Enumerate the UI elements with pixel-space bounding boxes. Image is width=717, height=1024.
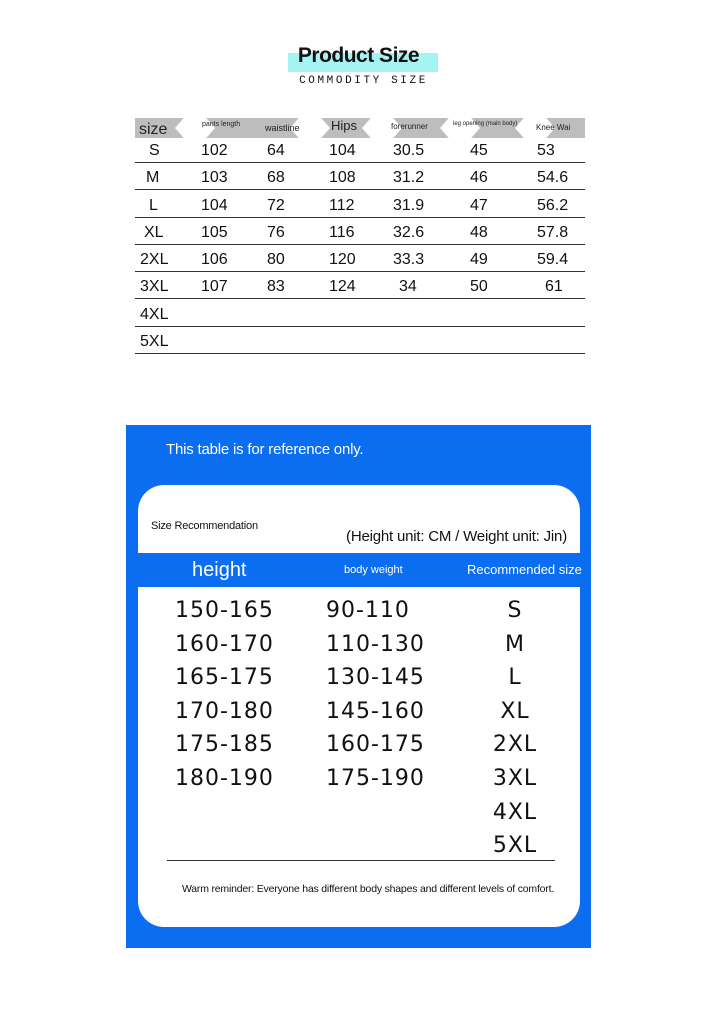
table-cell: 106 <box>201 251 228 269</box>
size-value: 3XL <box>492 765 538 791</box>
table-cell: 46 <box>470 169 488 187</box>
size-value: M <box>505 631 525 657</box>
table-row <box>135 272 585 299</box>
size-recommendation-panel <box>126 425 591 948</box>
list-item <box>126 833 591 867</box>
list-item <box>126 766 591 800</box>
size-cell: L <box>149 196 158 214</box>
size-cell: 2XL <box>140 251 169 269</box>
table-cell: 32.6 <box>393 223 425 241</box>
weight-value: 145-160 <box>326 698 425 724</box>
table-cell: 31.9 <box>393 196 425 214</box>
warm-reminder: Warm reminder: Everyone has different body shapes and different levels of comfort. <box>181 883 555 895</box>
table-cell: 59.4 <box>537 251 569 269</box>
size-cell: S <box>149 142 160 159</box>
table-cell: 102 <box>201 142 228 159</box>
table-cell: 120 <box>329 251 356 269</box>
size-value: 2XL <box>492 732 538 758</box>
title-wrap <box>0 44 717 68</box>
weight-value: 130-145 <box>326 665 425 691</box>
table-cell: 105 <box>201 223 228 241</box>
size-cell: XL <box>144 223 164 241</box>
size-value: L <box>508 665 522 691</box>
table-cell: 31.2 <box>393 169 425 187</box>
reference-note: This table is for reference only. <box>166 441 364 458</box>
weight-value: 160-175 <box>326 732 425 758</box>
table-cell: 56.2 <box>537 196 569 214</box>
height-value: 165-175 <box>175 665 274 691</box>
table-cell: 80 <box>267 251 285 269</box>
size-value: S <box>507 598 523 623</box>
table-cell: 30.5 <box>393 142 425 159</box>
size-value: 5XL <box>492 833 538 859</box>
page-title: Product Size <box>297 44 420 67</box>
table-cell: 83 <box>267 278 285 296</box>
table-row <box>135 190 585 217</box>
table-cell: 33.3 <box>393 251 425 269</box>
list-item <box>126 665 591 699</box>
recommendation-rows <box>126 598 591 867</box>
table-cell: 103 <box>201 169 228 187</box>
table-cell: 76 <box>267 223 285 241</box>
size-value: 4XL <box>492 799 538 825</box>
column-header: leg opening (main body) <box>453 121 518 127</box>
column-header: size <box>139 121 168 138</box>
page-subtitle: COMMODITY SIZE <box>299 75 428 87</box>
table-row <box>135 138 585 163</box>
weight-value: 90-110 <box>326 598 410 623</box>
column-header: forerunner <box>391 122 428 131</box>
list-item <box>126 732 591 766</box>
table-cell: 124 <box>329 278 356 296</box>
weight-value: 110-130 <box>326 631 425 657</box>
column-header: height <box>192 559 247 581</box>
recommendation-header <box>126 553 591 587</box>
table-row <box>135 218 585 245</box>
table-cell: 57.8 <box>537 223 569 241</box>
table-cell: 116 <box>329 223 355 241</box>
weight-value: 175-190 <box>326 765 425 791</box>
table-cell: 54.6 <box>537 169 569 187</box>
table-cell: 64 <box>267 142 285 159</box>
table-row <box>135 327 585 354</box>
height-value: 160-170 <box>175 631 274 657</box>
list-item <box>126 699 591 733</box>
table-cell: 48 <box>470 223 488 241</box>
table-cell: 72 <box>267 196 285 214</box>
table-row <box>135 299 585 326</box>
table-cell: 47 <box>470 196 488 214</box>
size-cell: M <box>146 169 160 187</box>
column-header: waistline <box>265 123 300 133</box>
column-header: Hips <box>331 118 358 133</box>
size-cell: 4XL <box>140 305 169 323</box>
size-cell: 3XL <box>140 278 169 296</box>
height-value: 170-180 <box>175 698 274 724</box>
table-cell: 50 <box>470 278 488 296</box>
table-row <box>135 245 585 272</box>
table-cell: 104 <box>329 142 356 159</box>
table-cell: 53 <box>537 142 555 159</box>
column-header: pants length <box>202 121 241 128</box>
list-item <box>126 632 591 666</box>
table-cell: 107 <box>201 278 228 296</box>
size-chart-table <box>135 118 585 354</box>
divider <box>167 860 555 861</box>
column-header: Knee Wai <box>536 123 571 132</box>
unit-note: (Height unit: CM / Weight unit: Jin) <box>346 528 567 545</box>
table-cell: 49 <box>470 251 488 269</box>
table-cell: 45 <box>470 142 488 159</box>
column-header: body weight <box>344 564 403 576</box>
table-cell: 34 <box>399 278 417 296</box>
size-table-header <box>135 118 585 138</box>
list-item <box>126 598 591 632</box>
table-row <box>135 163 585 190</box>
height-value: 175-185 <box>175 732 274 758</box>
size-value: XL <box>500 698 530 724</box>
column-header: Recommended size <box>467 562 582 577</box>
table-cell: 108 <box>329 169 356 187</box>
size-cell: 5XL <box>140 333 169 351</box>
height-value: 180-190 <box>175 765 274 791</box>
table-cell: 61 <box>545 278 563 296</box>
height-value: 150-165 <box>175 598 274 623</box>
recommendation-title: Size Recommendation <box>151 520 258 532</box>
list-item <box>126 800 591 834</box>
table-cell: 112 <box>329 196 355 214</box>
table-cell: 68 <box>267 169 285 187</box>
table-cell: 104 <box>201 196 228 214</box>
